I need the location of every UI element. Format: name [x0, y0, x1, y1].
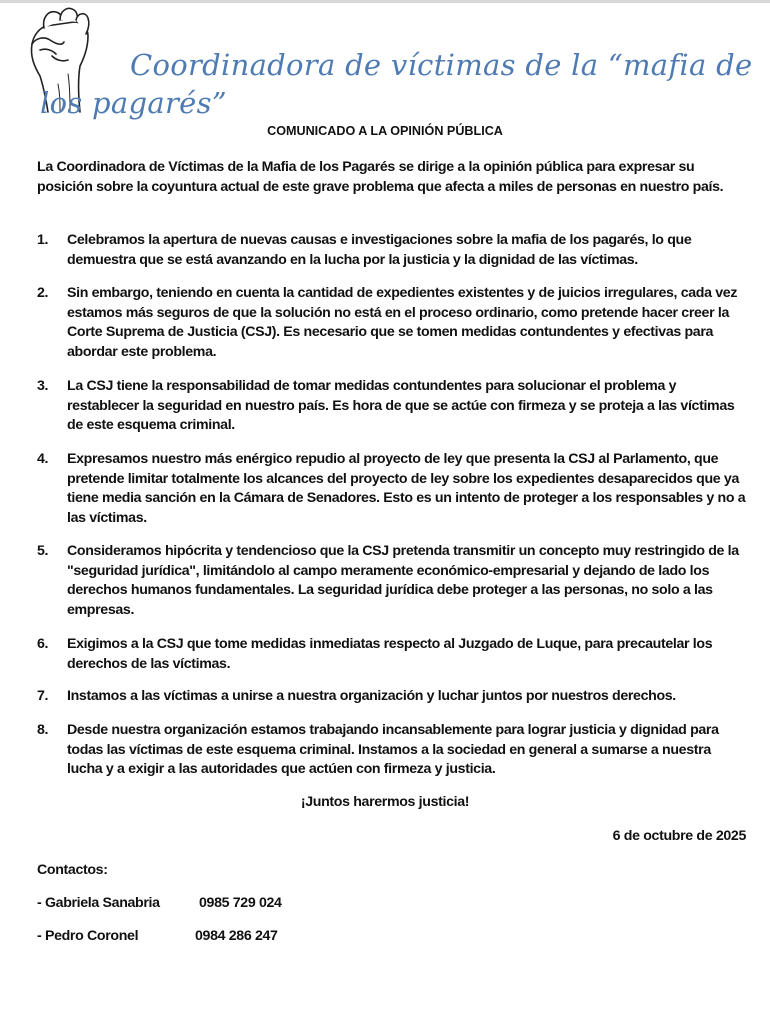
document-heading: COMUNICADO A LA OPINIÓN PÚBLICA	[267, 124, 503, 138]
item-text: Desde nuestra organización estamos trabajando incansablemente para lograr justicia y dignidad para todas las víctimas de este esquema criminal. Instamos a la sociedad en general a sumarse a nuestra lucha y a exigir a las autoridades que actúen con firmeza y justicia.	[67, 722, 719, 777]
list-item	[37, 635, 749, 674]
item-text: Instamos a las víctimas a unirse a nuestra organización y luchar juntos por nuestros derechos.	[67, 688, 676, 704]
item-text: Consideramos hipócrita y tendencioso que la CSJ pretenda transmitir un concepto muy restringido de la "seguridad jurídica", limitándolo al campo meramente económico-empresarial y dejando de lado los derechos humanos fundamentales. La seguridad jurídica debe proteger a las personas, no solo a las empresas.	[67, 543, 739, 618]
contact-phone: 0984 286 247	[195, 928, 278, 944]
contact-phone: 0985 729 024	[199, 895, 282, 911]
item-number: 4.	[37, 451, 49, 467]
item-text: Exigimos a la CSJ que tome medidas inmediatas respecto al Juzgado de Luque, para precautelar los derechos de las víctimas.	[67, 636, 713, 672]
list-item	[37, 687, 749, 707]
item-text: Sin embargo, teniendo en cuenta la cantidad de expedientes existentes y de juicios irregulares, cada vez estamos más seguros de que la solución no está en el proceso ordinario, como pretende hacer creer la Corte Suprema de Justicia (CSJ). Es necesario que se tomen medidas contundentes y efectivas para abordar este problema.	[67, 285, 738, 360]
item-number: 8.	[37, 722, 49, 738]
top-border	[0, 0, 770, 3]
contact-entry	[37, 895, 282, 911]
item-text: La CSJ tiene la responsabilidad de tomar medidas contundentes para solucionar el problema y restablecer la seguridad en nuestro país. Es hora de que se actúe con firmeza y se proteja a las víctimas de este esquema criminal.	[67, 378, 735, 433]
list-item	[37, 542, 749, 620]
organization-title-line1: Coordinadora de víctimas de la “mafia de	[130, 48, 753, 82]
contact-name: - Pedro Coronel	[37, 928, 139, 944]
list-item	[37, 377, 749, 436]
contacts-label: Contactos:	[37, 862, 108, 878]
item-number: 3.	[37, 378, 49, 394]
list-item	[37, 450, 749, 528]
list-item	[37, 231, 749, 270]
intro-paragraph: La Coordinadora de Víctimas de la Mafia de los Pagarés se dirige a la opinión pública para expresar su posición sobre la coyuntura actual de este grave problema que afecta a miles de personas en nuestro país.	[37, 159, 724, 195]
item-number: 7.	[37, 688, 49, 704]
list-item	[37, 284, 749, 362]
document-date: 6 de octubre de 2025	[612, 828, 746, 844]
list-item	[37, 721, 749, 780]
item-number: 6.	[37, 636, 49, 652]
item-text: Celebramos la apertura de nuevas causas e investigaciones sobre la mafia de los pagarés, lo que demuestra que se está avanzando en la lucha por la justicia y la dignidad de las víctimas.	[67, 232, 692, 268]
organization-title-line2: los pagarés”	[40, 86, 227, 120]
item-number: 5.	[37, 543, 49, 559]
item-text: Expresamos nuestro más enérgico repudio al proyecto de ley que presenta la CSJ al Parlamento, que pretende limitar totalmente los alcances del proyecto de ley sobre los expedientes desaparecidos que ya tiene media sanción en la Cámara de Senadores. Esto es un intento de proteger a los responsables y no a las víctimas.	[67, 451, 746, 526]
item-number: 2.	[37, 285, 49, 301]
closing-slogan: ¡Juntos harermos justicia!	[300, 794, 470, 810]
contact-entry	[37, 928, 278, 944]
item-number: 1.	[37, 232, 49, 248]
contact-name: - Gabriela Sanabria	[37, 895, 160, 911]
